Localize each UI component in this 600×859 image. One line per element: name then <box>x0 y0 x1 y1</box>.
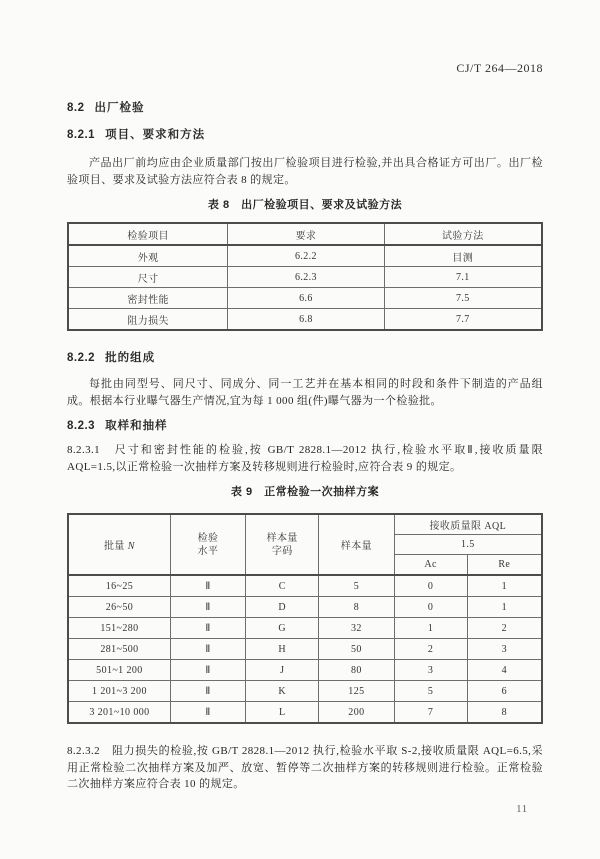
cell-sample: 80 <box>319 660 394 681</box>
table-row <box>68 681 542 702</box>
section-title: 批的组成 <box>105 352 156 364</box>
section-number: 8.2.2 <box>67 352 96 364</box>
cell-ac: 7 <box>394 702 467 724</box>
cell-code: L <box>246 702 319 724</box>
cell-re: 8 <box>467 702 542 724</box>
table9-header-row-1 <box>68 514 542 535</box>
cell-batch: 16~25 <box>68 575 170 597</box>
table-row <box>68 660 542 681</box>
table-row <box>68 618 542 639</box>
cell-sample: 8 <box>319 597 394 618</box>
cell-item: 尺寸 <box>68 267 228 288</box>
section-title: 出厂检验 <box>94 102 145 114</box>
cell-item: 密封性能 <box>68 288 228 309</box>
section-8-2-1-paragraph: 产品出厂前均应由企业质量部门按出厂检验项目进行检验,并出具合格证方可出厂。出厂检验项目、要求及试验方法应符合表 8 的规定。 <box>67 157 543 186</box>
table-row <box>68 639 542 660</box>
cell-level: Ⅱ <box>170 575 245 597</box>
section-number: 8.2 <box>67 102 85 114</box>
table-row <box>68 245 542 267</box>
cell-ac: 1 <box>394 618 467 639</box>
table8-caption: 表 8 出厂检验项目、要求及试验方法 <box>207 199 403 211</box>
page-number: 11 <box>516 803 528 815</box>
cell-re: 4 <box>467 660 542 681</box>
clause-8-2-3-2-paragraph: 8.2.3.2 阻力损失的检验,按 GB/T 2828.1—2012 执行,检验水平取 S-2,接收质量限 AQL=6.5,采用正常检验二次抽样方案及加严、放宽、暂停等二次抽样方案的转移规则进行检验。正常检验二次抽样方案应符合表 10 的规定。 <box>67 745 543 790</box>
cell-requirement: 6.2.3 <box>228 267 384 288</box>
table8-col-method: 试验方法 <box>384 223 542 245</box>
cell-re: 2 <box>467 618 542 639</box>
cell-method: 7.7 <box>384 309 542 331</box>
cell-sample: 50 <box>319 639 394 660</box>
cell-method: 7.1 <box>384 267 542 288</box>
batch-label: 批量 <box>103 541 125 552</box>
table9-col-inspection-level <box>170 514 245 575</box>
cell-method: 目测 <box>384 245 542 267</box>
table-row <box>68 309 542 331</box>
table9-col-re: Re <box>467 555 542 576</box>
table9-col-sample-size-code <box>246 514 319 575</box>
section-title: 项目、要求和方法 <box>105 129 206 141</box>
cell-sample: 125 <box>319 681 394 702</box>
cell-code: H <box>246 639 319 660</box>
cell-code: G <box>246 618 319 639</box>
code-line1: 样本量 <box>266 532 298 544</box>
section-number: 8.2.3 <box>67 420 96 432</box>
cell-item: 外观 <box>68 245 228 267</box>
cell-re: 1 <box>467 597 542 618</box>
table9-aql-value: 1.5 <box>394 535 542 555</box>
cell-level: Ⅱ <box>170 681 245 702</box>
level-line1: 检验 <box>197 532 219 544</box>
section-8-2-heading <box>67 102 543 115</box>
cell-item: 阻力损失 <box>68 309 228 331</box>
table-9 <box>67 513 543 724</box>
table9-col-aql: 接收质量限 AQL <box>394 514 542 535</box>
section-8-2-3-heading <box>67 420 543 433</box>
section-8-2-2-heading <box>67 352 543 365</box>
cell-batch: 1 201~3 200 <box>68 681 170 702</box>
table-row <box>68 267 542 288</box>
cell-ac: 2 <box>394 639 467 660</box>
cell-level: Ⅱ <box>170 597 245 618</box>
cell-re: 6 <box>467 681 542 702</box>
clause-8-2-3-1-paragraph: 8.2.3.1 尺寸和密封性能的检验,按 GB/T 2828.1—2012 执行,检验水平取Ⅱ,接收质量限 AQL=1.5,以正常检验一次抽样方案及转移规则进行检验时,应符合表 9 的规定。 <box>67 444 543 473</box>
table-row <box>68 702 542 724</box>
cell-requirement: 6.2.2 <box>228 245 384 267</box>
doc-code: CJ/T 264—2018 <box>456 61 543 75</box>
table9-caption: 表 9 正常检验一次抽样方案 <box>230 486 380 498</box>
table8-col-requirement: 要求 <box>228 223 384 245</box>
table8-col-item: 检验项目 <box>68 223 228 245</box>
cell-batch: 3 201~10 000 <box>68 702 170 724</box>
table-row <box>68 575 542 597</box>
table9-col-ac: Ac <box>394 555 467 576</box>
cell-batch: 281~500 <box>68 639 170 660</box>
cell-level: Ⅱ <box>170 660 245 681</box>
doc-header <box>67 62 543 74</box>
cell-code: J <box>246 660 319 681</box>
cell-code: D <box>246 597 319 618</box>
cell-sample: 200 <box>319 702 394 724</box>
cell-batch: 151~280 <box>68 618 170 639</box>
table-8 <box>67 222 543 331</box>
cell-level: Ⅱ <box>170 639 245 660</box>
batch-variable: N <box>127 541 135 552</box>
table9-col-batch <box>68 514 170 575</box>
cell-re: 3 <box>467 639 542 660</box>
cell-level: Ⅱ <box>170 702 245 724</box>
table8-header-row <box>68 223 542 245</box>
code-line2: 字码 <box>271 545 293 557</box>
cell-batch: 501~1 200 <box>68 660 170 681</box>
cell-sample: 5 <box>319 575 394 597</box>
table-row <box>68 288 542 309</box>
cell-level: Ⅱ <box>170 618 245 639</box>
cell-ac: 5 <box>394 681 467 702</box>
cell-ac: 0 <box>394 597 467 618</box>
section-8-2-2-paragraph: 每批由同型号、同尺寸、同成分、同一工艺并在基本相同的时段和条件下制造的产品组成。根据本行业曝气器生产情况,宜为每 1 000 组(件)曝气器为一个检验批。 <box>67 378 543 407</box>
cell-batch: 26~50 <box>68 597 170 618</box>
cell-method: 7.5 <box>384 288 542 309</box>
table-row <box>68 597 542 618</box>
cell-requirement: 6.8 <box>228 309 384 331</box>
cell-sample: 32 <box>319 618 394 639</box>
cell-re: 1 <box>467 575 542 597</box>
section-number: 8.2.1 <box>67 129 96 141</box>
cell-code: C <box>246 575 319 597</box>
cell-ac: 3 <box>394 660 467 681</box>
section-title: 取样和抽样 <box>105 420 168 432</box>
section-8-2-1-heading <box>67 129 543 142</box>
cell-ac: 0 <box>394 575 467 597</box>
cell-requirement: 6.6 <box>228 288 384 309</box>
cell-code: K <box>246 681 319 702</box>
table9-col-sample-size: 样本量 <box>319 514 394 575</box>
level-line2: 水平 <box>197 545 219 557</box>
